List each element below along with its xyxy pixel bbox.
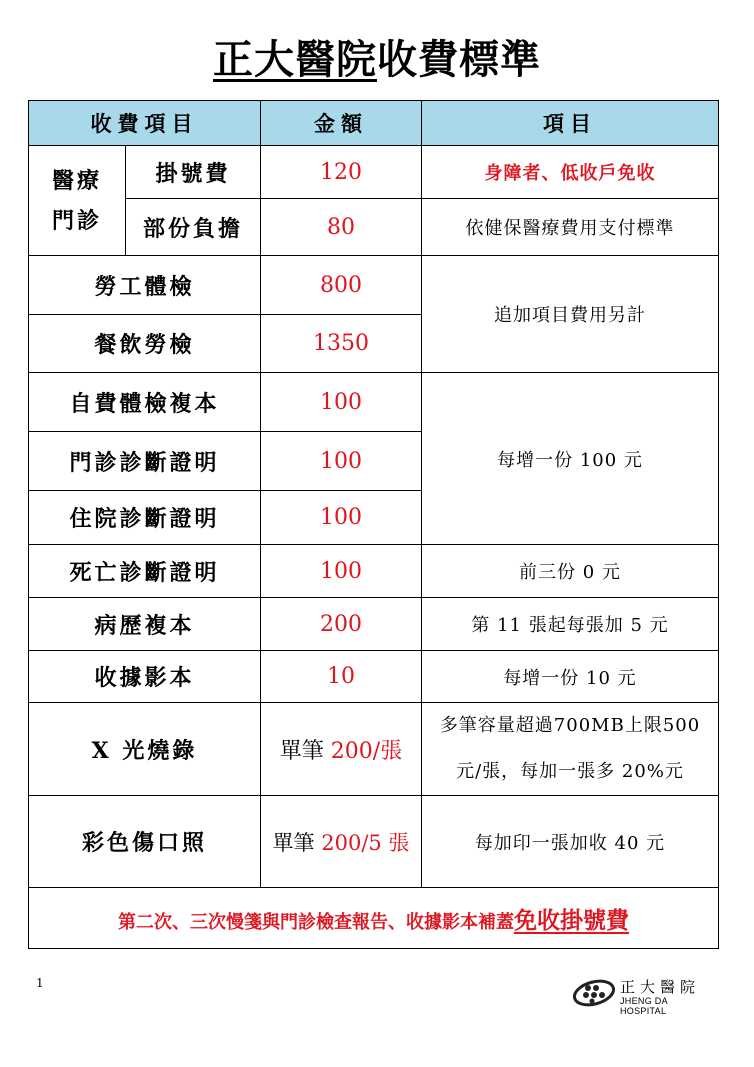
table-row [29,256,719,315]
table-row [29,199,719,256]
footer-emphasis: 免收掛號費 [514,906,629,934]
amount-death-certificate: 100 [261,545,422,598]
table-row [29,703,719,796]
outpatient-group-label: 醫療 門診 [29,146,126,256]
item-wound-photo: 彩色傷口照 [29,796,261,888]
item-food-labor-exam: 餐飲勞檢 [29,315,261,373]
table-row [29,796,719,888]
item-receipt-copy: 收據影本 [29,651,261,703]
note-copayment: 依健保醫療費用支付標準 [422,199,719,256]
amount-inpatient-certificate: 100 [261,491,422,545]
table-row [29,373,719,432]
logo-chinese-name: 正大醫院 [620,978,701,996]
amount-exam-copy: 100 [261,373,422,432]
hospital-logo [572,976,712,1016]
header-note: 項目 [422,101,719,146]
item-registration-fee: 掛號費 [126,146,261,199]
amount-wound-photo: 單筆 200/5 張 [261,796,422,888]
item-labor-exam: 勞工體檢 [29,256,261,315]
title-hospital-name: 正大醫院 [213,37,377,83]
amount-labor-exam: 800 [261,256,422,315]
title-suffix: 收費標準 [377,37,541,83]
item-xray-burn: X 光燒錄 [29,703,261,796]
page-title [0,28,754,85]
table-row [29,598,719,651]
table-row [29,545,719,598]
page-number: 1 [36,976,44,990]
table-row [29,146,719,199]
header-amount: 金額 [261,101,422,146]
table-footer-row [29,888,719,949]
item-medical-record-copy: 病歷複本 [29,598,261,651]
item-copayment: 部份負擔 [126,199,261,256]
hospital-logo-icon [572,978,616,1008]
amount-outpatient-certificate: 100 [261,432,422,491]
table-header-row [29,101,719,146]
note-xray-burn: 多筆容量超過700MB上限500 元/張，每加一張多 20%元 [422,703,719,796]
note-per-copy: 每增一份 100 元 [422,373,719,545]
note-registration-fee: 身障者、低收戶免收 [422,146,719,199]
note-medical-record-copy: 第 11 張起每張加 5 元 [422,598,719,651]
item-outpatient-certificate: 門診診斷證明 [29,432,261,491]
fee-table [28,100,719,949]
note-receipt-copy: 每增一份 10 元 [422,651,719,703]
table-row [29,651,719,703]
header-item: 收費項目 [29,101,261,146]
note-exam-extra: 追加項目費用另計 [422,256,719,373]
note-death-certificate: 前三份 0 元 [422,545,719,598]
logo-english-name: JHENG DA HOSPITAL [620,996,668,1016]
note-wound-photo: 每加印一張加收 40 元 [422,796,719,888]
amount-receipt-copy: 10 [261,651,422,703]
amount-medical-record-copy: 200 [261,598,422,651]
amount-copayment: 80 [261,199,422,256]
amount-registration-fee: 120 [261,146,422,199]
item-exam-copy: 自費體檢複本 [29,373,261,432]
footer-note: 第二次、三次慢箋與門診檢查報告、收據影本補蓋免收掛號費 [29,888,719,949]
item-inpatient-certificate: 住院診斷證明 [29,491,261,545]
amount-xray-burn: 單筆 200/張 [261,703,422,796]
item-death-certificate: 死亡診斷證明 [29,545,261,598]
amount-food-labor-exam: 1350 [261,315,422,373]
